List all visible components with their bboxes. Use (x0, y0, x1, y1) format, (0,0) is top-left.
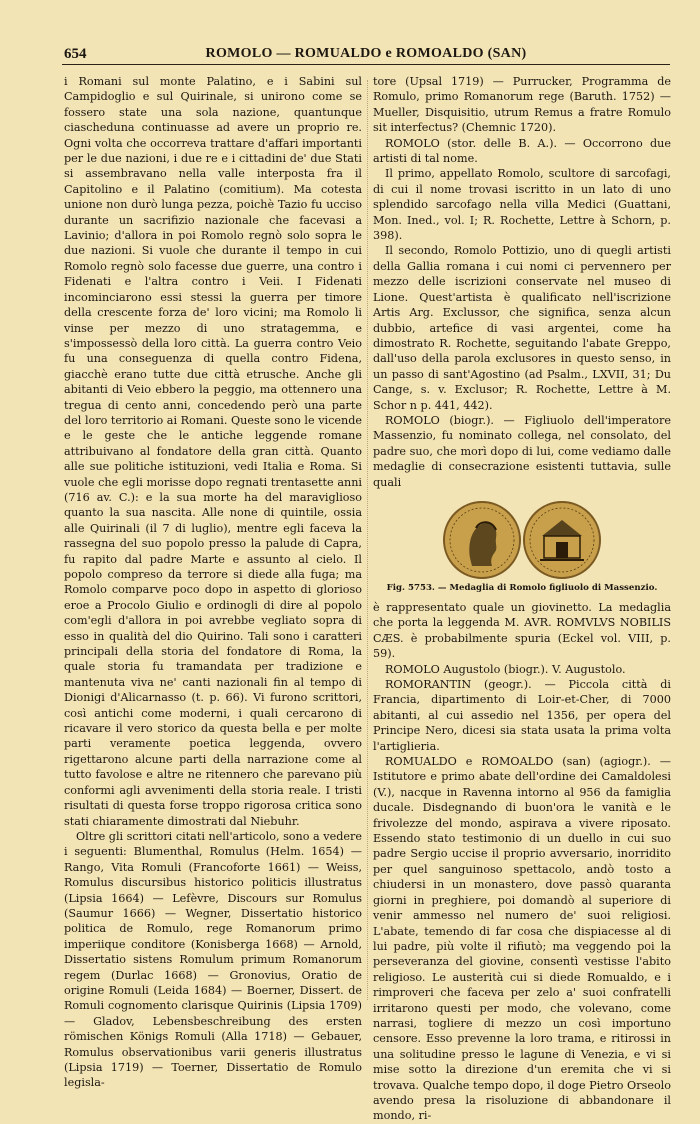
entry-romualdo: ROMUALDO e ROMOALDO (san) (agiogr.). — Istitutore e primo abate dell'ordine dei Camaldolesi (V.), nacque in Ravenna intorno al 956 da famiglia ducale. Disdegnando di buon'ora le vanità e le frivolezze del mondo, aspirava a vivere riposato. Essendo stato testimonio di un duello in cui suo padre Sergio uccise il proprio avversario, inorridito per quel sanguinoso spettacolo, andò tosto a chiudersi in un monastero, dove passò quaranta giorni in preghiere, poi domandò al superiore di venir ammesso nel numero de' suoi religiosi. L'abate, temendo di far cosa che dispiacesse al di lui padre, più volte il rifiutò; ma veggendo poi la perseveranza del giovine, consentì vestisse l'abito religioso. Le austerità cui si diede Romualdo, e i rimproveri che faceva per zelo a' suoi confratelli irritarono questi per modo, che volevano, come narrasi, togliere di mezzo un così importuno censore. Esso prevenne la loro trama, e ritirossi in una solitudine presso le lagune di Venezia, e vi si mise sotto la direzione d'un eremita che vi si trovava. Qualche tempo dopo, il doge Pietro Orseolo avendo presa la risoluzione di abbandonare il mondo, ri- (373, 755, 671, 1123)
paragraph: Il secondo, Romolo Pottizio, uno di quegli artisti della Gallia romana i cui nomi ci pervennero per mezzo delle iscrizioni conservate nel museo di Lione. Quest'artista è qualificato nell'iscrizione Artis Arg. Exclussor, che significa, senza alcun dubbio, artefice di vasi argentei, come ha dimostrato R. Rochette, seguitando l'abate Greppo, dall'uso della parola exclusores in questo senso, in un passo di sant'Agostino (ad Psalm., LXVII, 31; Du Cange, s. v. Exclusor; R. Rochette, Lettre à M. Schor n p. 441, 442). (373, 244, 671, 412)
entry-romolo-stor: ROMOLO (stor. delle B. A.). — Occorrono due artisti di tal nome. (373, 136, 671, 166)
paragraph: Oltre gli scrittori citati nell'articolo, sono a vedere i seguenti: Blumenthal, Romulus (Helm. 1654) — Rango, Vita Romuli (Francoforte 1661) — Weiss, Romulus discursibus historico politicis illustratus (Lipsia 1664) — Lefèvre, Discours sur Romulus (Saumur 1666) — Wegner, Dissertatio historico politica de Romulo, rege Romanorum primo imperiique conditore (Konisberga 1668) — Arnold, Dissertatio sistens Romulum primum Romanorum regem (Durlac 1668) — Gronovius, Oratio de origine Romuli (Leida 1684) — Boerner, Dissert. de Romuli cognomento clarisque Quirinis (Lipsia 1709) — Gladov, Lebensbeschreibung des ersten römischen Königs Romuli (Alla 1718) — Gebauer, Romulus observationibus varii generis illustratus (Lipsia 1719) — Toerner, Dissertatio de Romulo legisla- (64, 829, 362, 1090)
paragraph: i Romani sul monte Palatino, e i Sabini sul Campidoglio e sul Quirinale, si unirono come se fossero state una sola nazione, quantunque ciascheduna continuasse ad avere un proprio re. Ogni volta che occorreva trattare d'affari importanti per le due nazioni, i due re e i cittadini de' due Stati si assembravano nella valle interposta fra il Capitolino e il Palatino (comitium). Ma cotesta unione non durò lunga pezza, poichè Tazio fu ucciso durante un sacrifizio nazionale che facevasi a Lavinio; d'allora in poi Romolo regnò solo sopra le due nazioni. Si vuole che durante il tempo in cui Romolo regnò solo facesse due guerre, una contro i Fidenati e l'altra contro i Veii. I Fidenati incominciarono essi stessi la guerra per timore della crescente forza de' loro vicini; ma Romolo li vinse per mezzo di uno stratagemma, e s'impossessò della loro città. La guerra contro Veio fu una conseguenza di quella contro Fidena, giacchè erano tutte due città etrusche. Anche gli abitanti di Veio ebbero la peggio, ma ottennero una tregua di cento anni, concedendo però una parte del loro territorio ai Romani. Queste sono le vicende e le geste che le antiche leggende romane attribuivano al fondatore della gran città. Quanto alle sue politiche istituzioni, vedi Italia e Roma. Si vuole che egli morisse dopo regnati trentasette anni (716 av. C.): e la sua morte ha del maraviglioso quanto la sua nascita. Alle none di quintile, ossia alle Quirinali (il 7 di luglio), mentre egli faceva la rassegna del suo popolo presso la palude di Capra, fu rapito dal padre Marte e assunto al cielo. Il popolo compreso da terrore si diede alla fuga; ma Romolo comparve poco dopo in aspetto di glorioso eroe a Procolo Giulio e ordinogli di dire al popolo com'egli d'allora in poi avrebbe vegliato sopra di esso in qualità del dio Quirino. Tali sono i caratteri principali della storia del fondatore di Roma, la quale storia fu tramandata per tradizione e mantenuta viva ne' canti nazionali fin al tempo di Dionigi d'Alicarnasso (t. p. 66). Vi furono scrittori, così antichi come moderni, i quali cercarono di ricavare il vero storico da questa bella e per molte parti veramente poetica leggenda, ovvero rigettarono alcune parti della narrazione come al tutto favolose e altre ne ritennero che parevano più conformi agli avvenimenti della storia reale. I tristi risultati di questa forse troppo rigorosa critica sono stati chiaramente dimostrati dal Niebuhr. (64, 75, 362, 828)
paragraph: è rappresentato quale un giovinetto. La medaglia che porta la leggenda M. AVR. ROMVLVS NOBILIS CÆS. è probabilmente spuria (Eckel vol. VIII, p. 59). (373, 600, 671, 661)
running-header (62, 44, 670, 65)
left-column (64, 74, 362, 1091)
entry-romolo-biogr: ROMOLO (biogr.). — Figliuolo dell'imperatore Massenzio, fu nominato collega, nel consolato, del padre suo, che morì dopo di lui, come vediamo dalle medaglie di consecrazione esistenti tuttavia, sulle quali (373, 413, 671, 489)
paragraph: Il primo, appellato Romolo, scultore di sarcofagi, di cui il nome trovasi iscritto in un lato di uno splendido sarcofago nella villa Medici (Guattani, Mon. Ined., vol. I; R. Rochette, Lettre à Schorn, p. 398). (373, 167, 671, 243)
medal-figure (373, 498, 671, 594)
medal-obverse (444, 502, 520, 578)
figure-caption: Fig. 5753. — Medaglia di Romolo figliuolo di Massenzio. (386, 582, 658, 593)
running-head-title: ROMOLO — ROMUALDO e ROMOALDO (SAN) (205, 46, 527, 61)
entry-romorantin: ROMORANTIN (geogr.). — Piccola città di Francia, dipartimento di Loir-et-Cher, di 7000 abitanti, al cui assedio nel 1356, per opera del Principe Nero, dicesi sia stata usata la prima volta l'artiglieria. (373, 678, 671, 753)
right-column (373, 74, 671, 1124)
medal-reverse (524, 502, 600, 578)
page-number: 654 (64, 46, 87, 62)
paragraph: tore (Upsal 1719) — Purrucker, Programma de Romulo, primo Romanorum rege (Baruth. 1752) — Mueller, Disquisitio, utrum Remus a fratre Romulo sit interfectus? (Chemnic 1720). (373, 75, 671, 135)
medal-image (432, 498, 612, 582)
column-divider (367, 80, 368, 1000)
entry-romolo-augustolo: ROMOLO Augustolo (biogr.). V. Augustolo. (385, 662, 626, 676)
